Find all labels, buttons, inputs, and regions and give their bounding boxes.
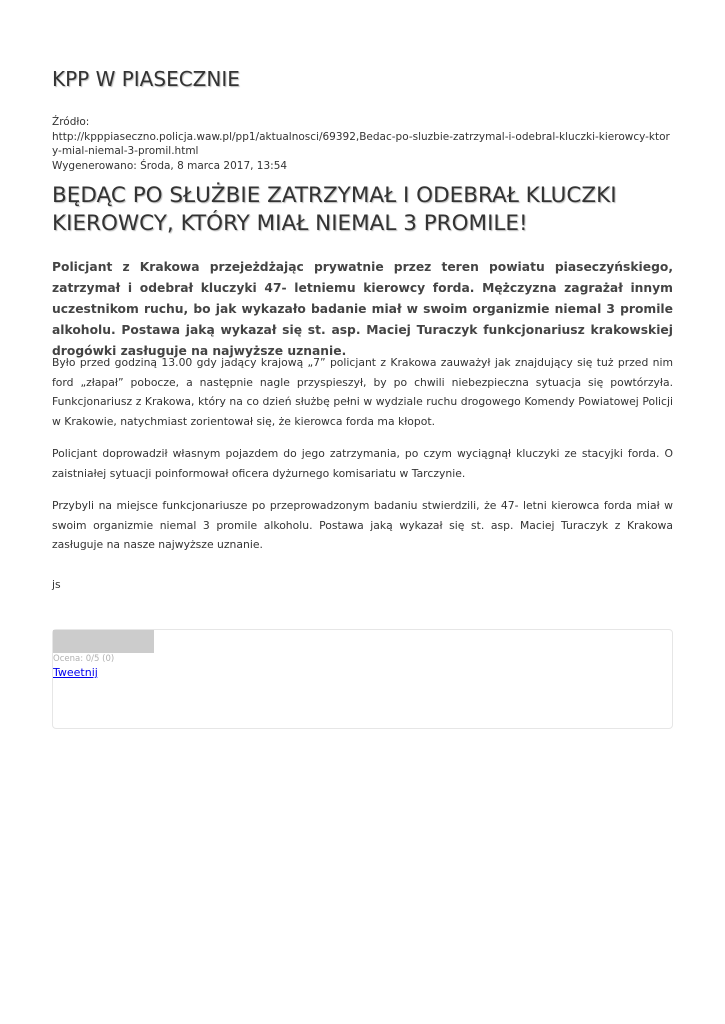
article-paragraph: Policjant doprowadził własnym pojazdem do jego zatrzymania, po czym wyciągnął kluczyki ze stacyjki forda. O zaistniałej sytuacji poinformował oficera dyżurnego komisariatu w Tarczynie. xyxy=(52,447,673,480)
rating-label: Ocena: 0/5 (0) xyxy=(53,654,115,664)
article-paragraph: Było przed godziną 13.00 gdy jadący krajową „7” policjant z Krakowa zauważył jak znajdujący się tuż przed nim ford „złapał” pobocze, a następnie nagle przyspieszył, by po chwili niebezpieczna sytuacja się powtórzyła. Funkcjonariusz z Krakowa, który na co dzień służbę pełni w wydziale ruchu drogowego Komendy Powiatowej Policji w Krakowie, natychmiast zorientował się, że kierowca forda ma kłopot. xyxy=(52,356,673,428)
article-headline: BĘDĄC PO SŁUŻBIE ZATRZYMAŁ I ODEBRAŁ KLUCZKI KIEROWCY, KTÓRY MIAŁ NIEMAL 3 PROMILE! xyxy=(52,183,617,236)
article-paragraph: Przybyli na miejsce funkcjonariusze po przeprowadzonym badaniu stwierdzili, że 47- letni kierowca forda miał w swoim organizmie niemal 3 promile alkoholu. Postawa jaką wykazał się st. asp. Maciej Turaczyk z Krakowa zasługuje na nasze najwyższe uznanie. xyxy=(52,499,673,551)
article-lead: Policjant z Krakowa przejeżdżając prywatnie przez teren powiatu piaseczyńskiego, zatrzymał i odebrał kluczyki 47- letniemu kierowcy forda. Mężczyzna zagrażał innym uczestnikom ruchu, bo jak wykazało badanie miał w swoim organizmie niemal 3 promile alkoholu. Postawa jaką wykazał się st. asp. Maciej Turaczyk funkcjonariusz krakowskiej drogówki zasługuje na najwyższe uznanie. xyxy=(52,260,673,358)
source-url: http://kpppiaseczno.policja.waw.pl/pp1/aktualnosci/69392,Bedac-po-sluzbie-zatrzymal-i-odebral-kluczki-kierowcy-ktory-mial-niemal-3-promil.html xyxy=(52,130,670,157)
source-label: Źródło: xyxy=(52,116,90,128)
site-title: KPP W PIASECZNIE xyxy=(52,67,240,91)
rating-stars-bar[interactable] xyxy=(53,630,154,653)
article-body xyxy=(52,353,673,568)
rating-box xyxy=(52,629,673,729)
source-meta xyxy=(52,115,673,173)
tweet-link[interactable]: Tweetnij xyxy=(53,666,98,679)
author-signature: js xyxy=(52,578,61,591)
generated-date: Wygenerowano: Środa, 8 marca 2017, 13:54 xyxy=(52,159,288,172)
